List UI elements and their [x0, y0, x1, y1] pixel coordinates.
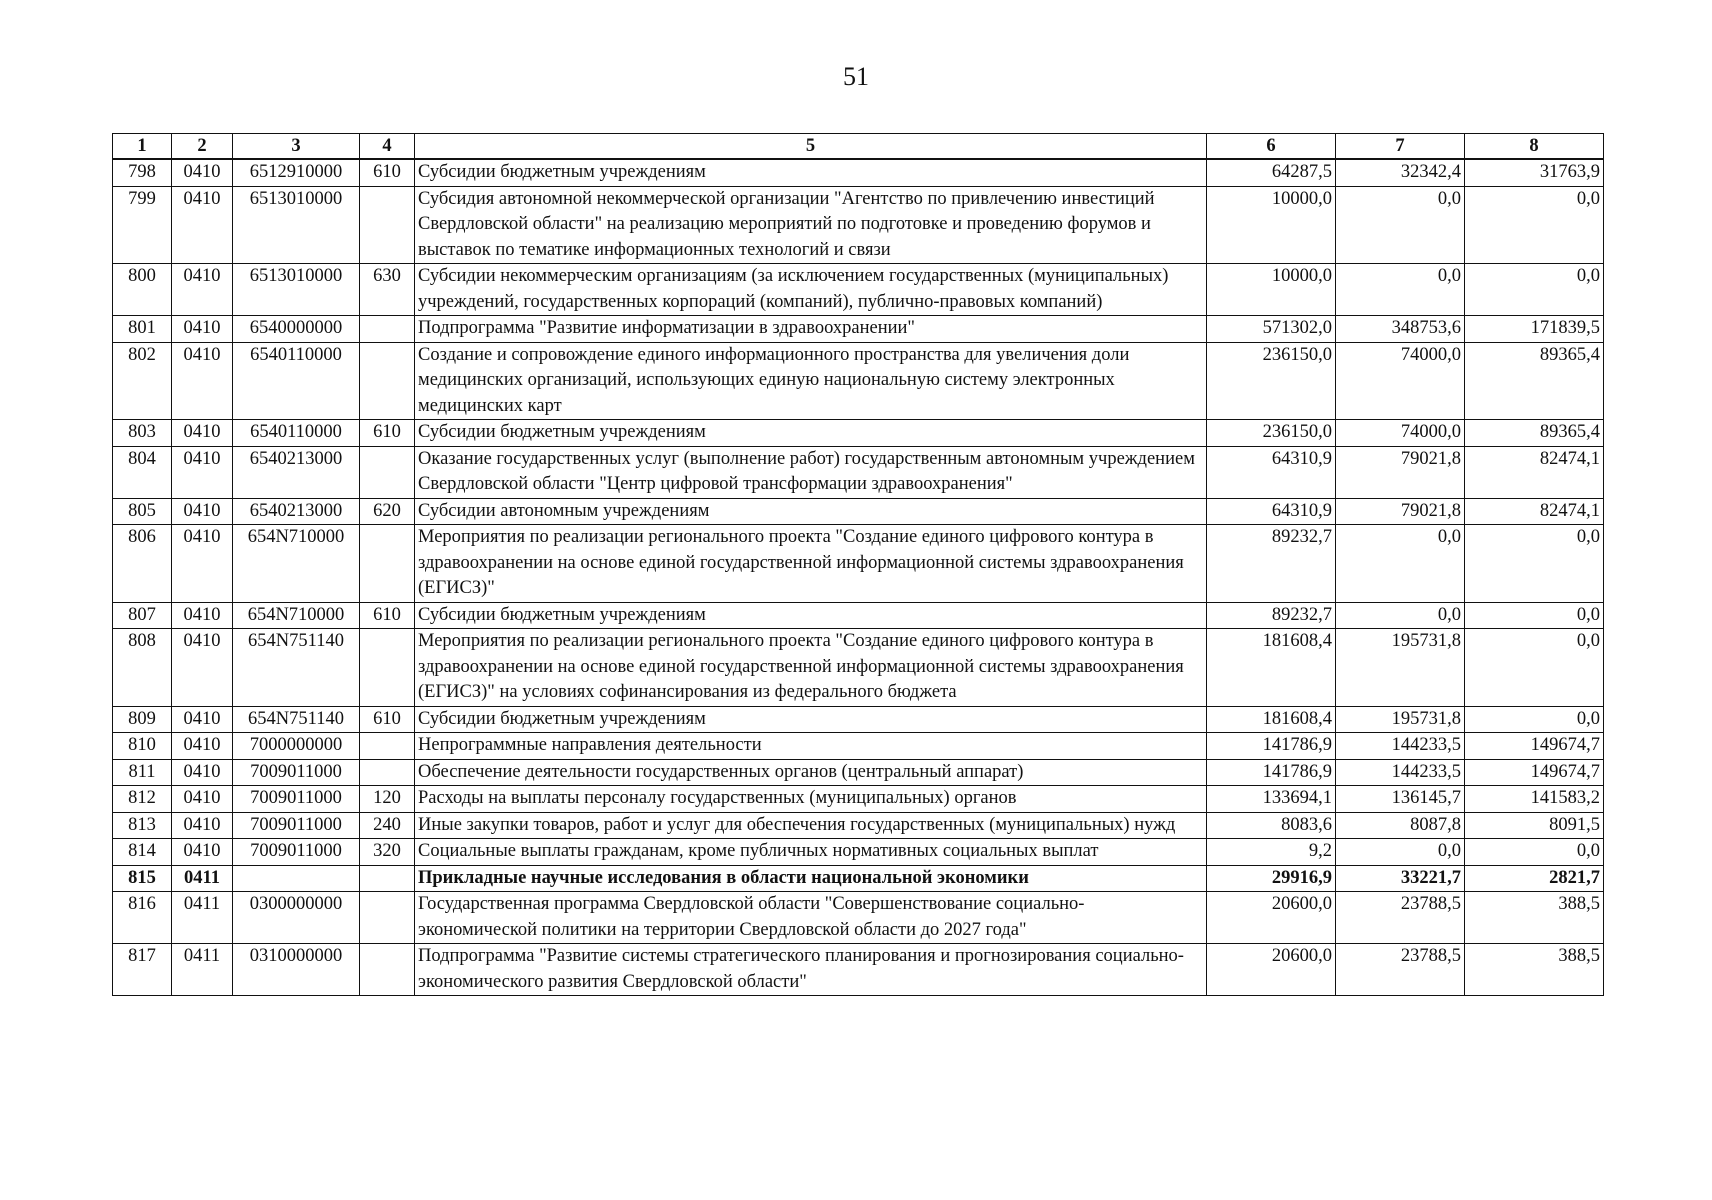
- amount-col8-cell: 388,5: [1465, 944, 1604, 996]
- amount-col8-cell: 82474,1: [1465, 498, 1604, 525]
- target-code-cell: 654N710000: [233, 525, 360, 603]
- page-number: 51: [843, 62, 869, 91]
- amount-col6-cell: 571302,0: [1207, 316, 1336, 343]
- table-header: [113, 134, 1604, 160]
- expense-type-cell: 320: [360, 839, 415, 866]
- amount-col8-cell: 89365,4: [1465, 420, 1604, 447]
- header-cell-3: 3: [233, 134, 360, 160]
- item-name-cell: Субсидии автономным учреждениям: [415, 498, 1207, 525]
- item-name-cell: Иные закупки товаров, работ и услуг для обеспечения государственных (муниципальных) нужд: [415, 812, 1207, 839]
- amount-col7-cell: 0,0: [1336, 525, 1465, 603]
- expense-type-cell: [360, 865, 415, 892]
- table-row: [113, 865, 1604, 892]
- amount-col7-cell: 144233,5: [1336, 733, 1465, 760]
- row-number-cell: 806: [113, 525, 172, 603]
- item-name-cell: Государственная программа Свердловской области "Совершенствование социально-экономической политики на территории Свердловской области до 2027 года": [415, 892, 1207, 944]
- section-code-cell: 0410: [172, 420, 233, 447]
- amount-col6-cell: 8083,6: [1207, 812, 1336, 839]
- table-row: [113, 342, 1604, 420]
- row-number-cell: 798: [113, 159, 172, 186]
- amount-col8-cell: 31763,9: [1465, 159, 1604, 186]
- amount-col6-cell: 133694,1: [1207, 786, 1336, 813]
- row-number-cell: 811: [113, 759, 172, 786]
- amount-col7-cell: 195731,8: [1336, 706, 1465, 733]
- expense-type-cell: 610: [360, 420, 415, 447]
- table-row: [113, 498, 1604, 525]
- target-code-cell: [233, 865, 360, 892]
- expense-type-cell: 620: [360, 498, 415, 525]
- table-row: [113, 706, 1604, 733]
- section-code-cell: 0410: [172, 498, 233, 525]
- amount-col7-cell: 23788,5: [1336, 944, 1465, 996]
- row-number-cell: 809: [113, 706, 172, 733]
- item-name-cell: Субсидии бюджетным учреждениям: [415, 706, 1207, 733]
- target-code-cell: 6512910000: [233, 159, 360, 186]
- item-name-cell: Расходы на выплаты персоналу государственных (муниципальных) органов: [415, 786, 1207, 813]
- amount-col8-cell: 171839,5: [1465, 316, 1604, 343]
- target-code-cell: 6540000000: [233, 316, 360, 343]
- table-row: [113, 525, 1604, 603]
- table-row: [113, 316, 1604, 343]
- target-code-cell: 7009011000: [233, 759, 360, 786]
- section-code-cell: 0410: [172, 759, 233, 786]
- amount-col6-cell: 9,2: [1207, 839, 1336, 866]
- amount-col8-cell: 8091,5: [1465, 812, 1604, 839]
- table-row: [113, 446, 1604, 498]
- row-number-cell: 803: [113, 420, 172, 447]
- header-cell-6: 6: [1207, 134, 1336, 160]
- expense-type-cell: 610: [360, 706, 415, 733]
- target-code-cell: 6540110000: [233, 342, 360, 420]
- amount-col8-cell: 149674,7: [1465, 759, 1604, 786]
- amount-col8-cell: 0,0: [1465, 264, 1604, 316]
- row-number-cell: 807: [113, 602, 172, 629]
- section-code-cell: 0410: [172, 159, 233, 186]
- row-number-cell: 817: [113, 944, 172, 996]
- amount-col8-cell: 0,0: [1465, 629, 1604, 707]
- budget-table: [112, 133, 1604, 996]
- section-code-cell: 0411: [172, 944, 233, 996]
- expense-type-cell: [360, 733, 415, 760]
- row-number-cell: 808: [113, 629, 172, 707]
- item-name-cell: Оказание государственных услуг (выполнение работ) государственным автономным учреждением Свердловской области "Центр цифровой трансформации здравоохранения": [415, 446, 1207, 498]
- amount-col8-cell: 0,0: [1465, 602, 1604, 629]
- table-row: [113, 186, 1604, 264]
- target-code-cell: 654N710000: [233, 602, 360, 629]
- expense-type-cell: [360, 944, 415, 996]
- amount-col7-cell: 74000,0: [1336, 342, 1465, 420]
- target-code-cell: 6513010000: [233, 186, 360, 264]
- target-code-cell: 0300000000: [233, 892, 360, 944]
- expense-type-cell: [360, 759, 415, 786]
- target-code-cell: 6540213000: [233, 498, 360, 525]
- amount-col7-cell: 0,0: [1336, 839, 1465, 866]
- amount-col8-cell: 0,0: [1465, 839, 1604, 866]
- section-code-cell: 0411: [172, 892, 233, 944]
- table-row: [113, 812, 1604, 839]
- amount-col6-cell: 141786,9: [1207, 733, 1336, 760]
- section-code-cell: 0410: [172, 186, 233, 264]
- item-name-cell: Прикладные научные исследования в области национальной экономики: [415, 865, 1207, 892]
- item-name-cell: Мероприятия по реализации регионального проекта "Создание единого цифрового контура в здравоохранении на основе единой государственной информационной системы здравоохранения (ЕГИСЗ)": [415, 525, 1207, 603]
- section-code-cell: 0411: [172, 865, 233, 892]
- amount-col6-cell: 29916,9: [1207, 865, 1336, 892]
- section-code-cell: 0410: [172, 525, 233, 603]
- row-number-cell: 799: [113, 186, 172, 264]
- amount-col6-cell: 10000,0: [1207, 264, 1336, 316]
- amount-col6-cell: 64287,5: [1207, 159, 1336, 186]
- amount-col6-cell: 181608,4: [1207, 629, 1336, 707]
- table-row: [113, 159, 1604, 186]
- amount-col7-cell: 136145,7: [1336, 786, 1465, 813]
- header-cell-5: 5: [415, 134, 1207, 160]
- amount-col6-cell: 181608,4: [1207, 706, 1336, 733]
- expense-type-cell: [360, 186, 415, 264]
- item-name-cell: Субсидии бюджетным учреждениям: [415, 420, 1207, 447]
- item-name-cell: Субсидии бюджетным учреждениям: [415, 159, 1207, 186]
- row-number-cell: 801: [113, 316, 172, 343]
- row-number-cell: 816: [113, 892, 172, 944]
- amount-col6-cell: 20600,0: [1207, 944, 1336, 996]
- amount-col7-cell: 0,0: [1336, 602, 1465, 629]
- amount-col6-cell: 10000,0: [1207, 186, 1336, 264]
- target-code-cell: 654N751140: [233, 629, 360, 707]
- amount-col8-cell: 0,0: [1465, 525, 1604, 603]
- amount-col7-cell: 144233,5: [1336, 759, 1465, 786]
- expense-type-cell: 610: [360, 159, 415, 186]
- amount-col6-cell: 20600,0: [1207, 892, 1336, 944]
- table-row: [113, 786, 1604, 813]
- section-code-cell: 0410: [172, 629, 233, 707]
- amount-col8-cell: 141583,2: [1465, 786, 1604, 813]
- amount-col6-cell: 64310,9: [1207, 498, 1336, 525]
- target-code-cell: 7009011000: [233, 839, 360, 866]
- section-code-cell: 0410: [172, 446, 233, 498]
- item-name-cell: Подпрограмма "Развитие информатизации в здравоохранении": [415, 316, 1207, 343]
- amount-col6-cell: 141786,9: [1207, 759, 1336, 786]
- table-row: [113, 264, 1604, 316]
- row-number-cell: 805: [113, 498, 172, 525]
- section-code-cell: 0410: [172, 264, 233, 316]
- section-code-cell: 0410: [172, 706, 233, 733]
- table-row: [113, 602, 1604, 629]
- expense-type-cell: [360, 342, 415, 420]
- expense-type-cell: [360, 446, 415, 498]
- table-body: [113, 159, 1604, 996]
- table-row: [113, 892, 1604, 944]
- expense-type-cell: [360, 629, 415, 707]
- amount-col7-cell: 0,0: [1336, 186, 1465, 264]
- row-number-cell: 800: [113, 264, 172, 316]
- item-name-cell: Социальные выплаты гражданам, кроме публичных нормативных социальных выплат: [415, 839, 1207, 866]
- amount-col8-cell: 82474,1: [1465, 446, 1604, 498]
- expense-type-cell: [360, 316, 415, 343]
- item-name-cell: Субсидии некоммерческим организациям (за исключением государственных (муниципальных) учреждений, государственных корпораций (компаний), публично-правовых компаний): [415, 264, 1207, 316]
- row-number-cell: 804: [113, 446, 172, 498]
- amount-col7-cell: 23788,5: [1336, 892, 1465, 944]
- amount-col7-cell: 0,0: [1336, 264, 1465, 316]
- item-name-cell: Непрограммные направления деятельности: [415, 733, 1207, 760]
- section-code-cell: 0410: [172, 812, 233, 839]
- target-code-cell: 0310000000: [233, 944, 360, 996]
- item-name-cell: Мероприятия по реализации регионального проекта "Создание единого цифрового контура в здравоохранении на основе единой государственной информационной системы здравоохранения (ЕГИСЗ)" на условиях софинансирования из федерального бюджета: [415, 629, 1207, 707]
- expense-type-cell: 630: [360, 264, 415, 316]
- row-number-cell: 813: [113, 812, 172, 839]
- expense-type-cell: [360, 525, 415, 603]
- section-code-cell: 0410: [172, 602, 233, 629]
- amount-col7-cell: 79021,8: [1336, 446, 1465, 498]
- section-code-cell: 0410: [172, 786, 233, 813]
- header-cell-1: 1: [113, 134, 172, 160]
- amount-col7-cell: 8087,8: [1336, 812, 1465, 839]
- amount-col6-cell: 89232,7: [1207, 602, 1336, 629]
- item-name-cell: Обеспечение деятельности государственных органов (центральный аппарат): [415, 759, 1207, 786]
- expense-type-cell: [360, 892, 415, 944]
- header-cell-7: 7: [1336, 134, 1465, 160]
- amount-col7-cell: 195731,8: [1336, 629, 1465, 707]
- table-row: [113, 629, 1604, 707]
- target-code-cell: 6540110000: [233, 420, 360, 447]
- table-row: [113, 420, 1604, 447]
- amount-col6-cell: 236150,0: [1207, 342, 1336, 420]
- amount-col7-cell: 33221,7: [1336, 865, 1465, 892]
- amount-col7-cell: 74000,0: [1336, 420, 1465, 447]
- amount-col8-cell: 388,5: [1465, 892, 1604, 944]
- row-number-cell: 802: [113, 342, 172, 420]
- row-number-cell: 814: [113, 839, 172, 866]
- expense-type-cell: 120: [360, 786, 415, 813]
- section-code-cell: 0410: [172, 342, 233, 420]
- amount-col8-cell: 89365,4: [1465, 342, 1604, 420]
- section-code-cell: 0410: [172, 316, 233, 343]
- amount-col7-cell: 32342,4: [1336, 159, 1465, 186]
- section-code-cell: 0410: [172, 733, 233, 760]
- row-number-cell: 815: [113, 865, 172, 892]
- amount-col8-cell: 0,0: [1465, 706, 1604, 733]
- amount-col7-cell: 79021,8: [1336, 498, 1465, 525]
- target-code-cell: 6513010000: [233, 264, 360, 316]
- table-row: [113, 733, 1604, 760]
- amount-col8-cell: 2821,7: [1465, 865, 1604, 892]
- table-row: [113, 759, 1604, 786]
- header-row: [113, 134, 1604, 160]
- section-code-cell: 0410: [172, 839, 233, 866]
- amount-col7-cell: 348753,6: [1336, 316, 1465, 343]
- item-name-cell: Субсидии бюджетным учреждениям: [415, 602, 1207, 629]
- item-name-cell: Создание и сопровождение единого информационного пространства для увеличения доли медицинских организаций, использующих единую национальную систему электронных медицинских карт: [415, 342, 1207, 420]
- expense-type-cell: 240: [360, 812, 415, 839]
- header-cell-2: 2: [172, 134, 233, 160]
- amount-col6-cell: 236150,0: [1207, 420, 1336, 447]
- amount-col6-cell: 89232,7: [1207, 525, 1336, 603]
- table-row: [113, 944, 1604, 996]
- amount-col6-cell: 64310,9: [1207, 446, 1336, 498]
- target-code-cell: 7000000000: [233, 733, 360, 760]
- target-code-cell: 654N751140: [233, 706, 360, 733]
- item-name-cell: Подпрограмма "Развитие системы стратегического планирования и прогнозирования социально-экономического развития Свердловской области": [415, 944, 1207, 996]
- amount-col8-cell: 0,0: [1465, 186, 1604, 264]
- item-name-cell: Субсидия автономной некоммерческой организации "Агентство по привлечению инвестиций Свердловской области" на реализацию мероприятий по подготовке и проведению форумов и выставок по тематике информационных технологий и связи: [415, 186, 1207, 264]
- target-code-cell: 6540213000: [233, 446, 360, 498]
- amount-col8-cell: 149674,7: [1465, 733, 1604, 760]
- row-number-cell: 812: [113, 786, 172, 813]
- target-code-cell: 7009011000: [233, 812, 360, 839]
- expense-type-cell: 610: [360, 602, 415, 629]
- header-cell-4: 4: [360, 134, 415, 160]
- header-cell-8: 8: [1465, 134, 1604, 160]
- table-row: [113, 839, 1604, 866]
- target-code-cell: 7009011000: [233, 786, 360, 813]
- row-number-cell: 810: [113, 733, 172, 760]
